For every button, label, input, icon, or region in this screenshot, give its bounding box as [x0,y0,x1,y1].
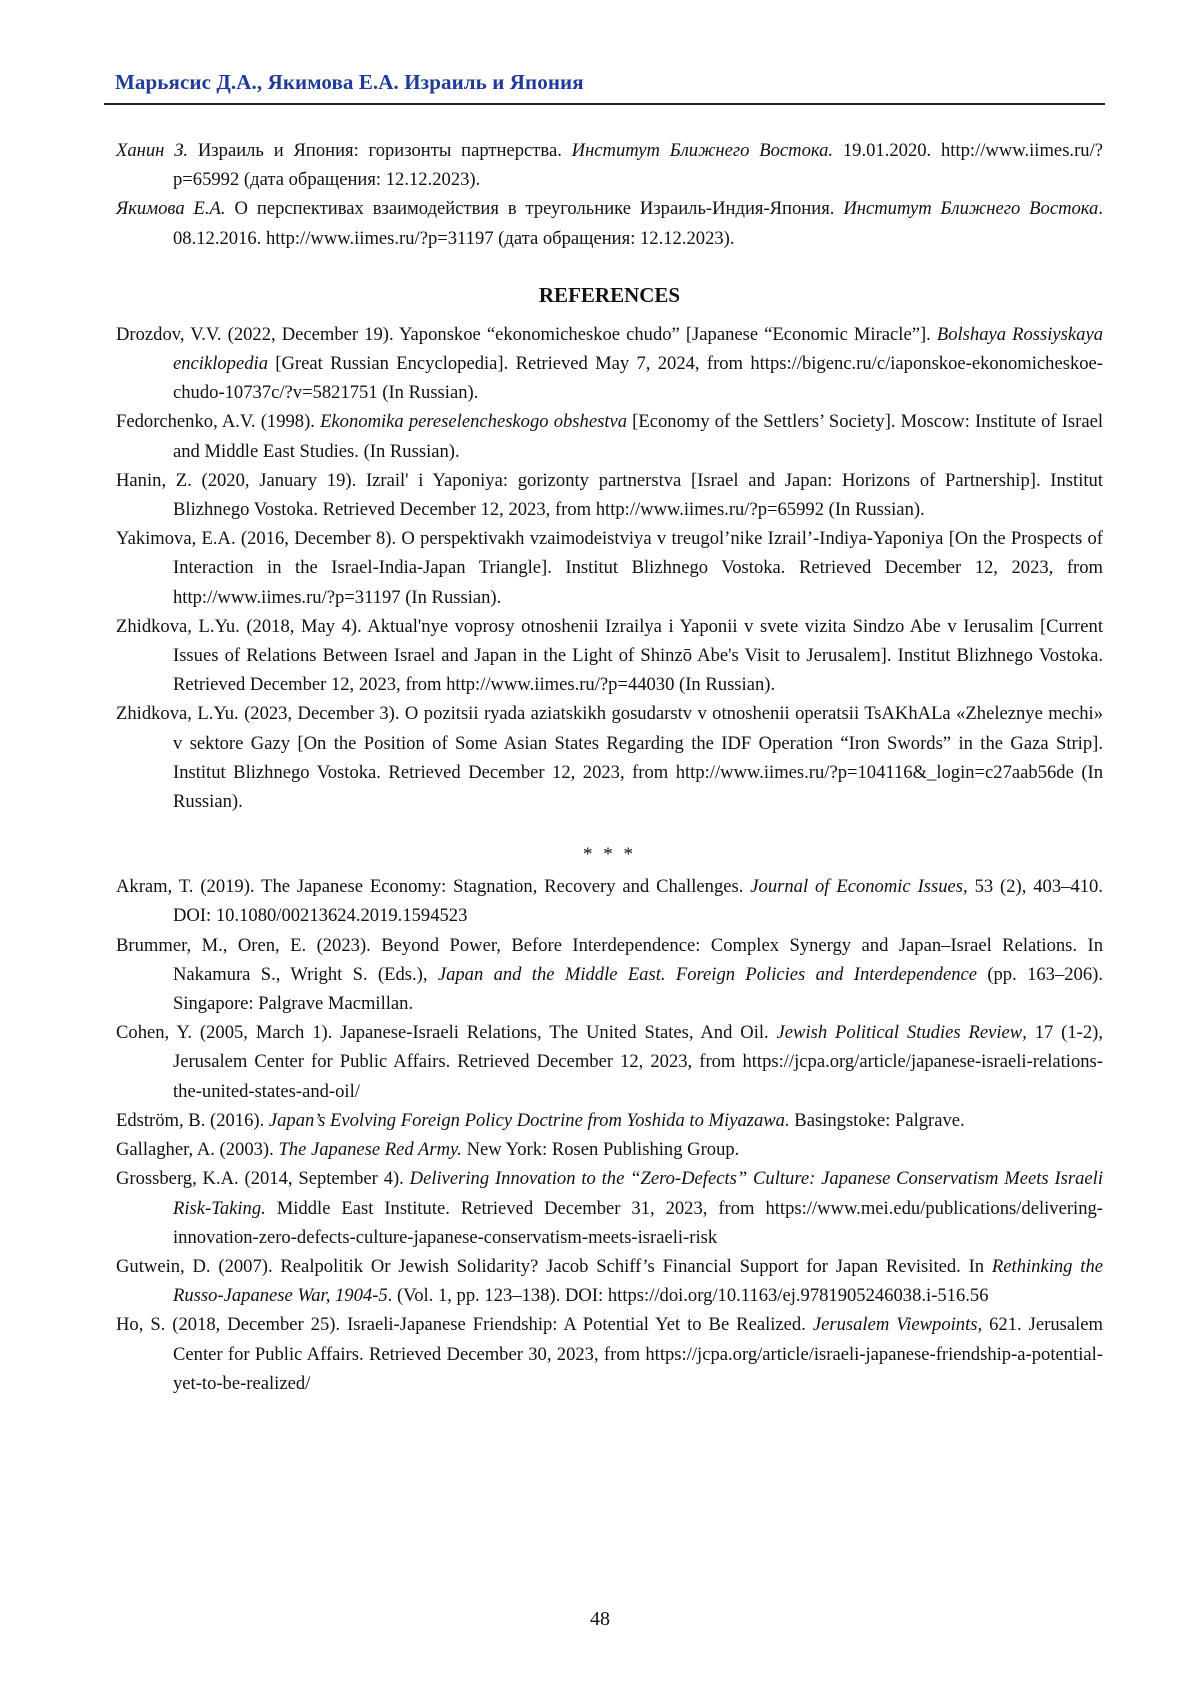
header-divider [104,103,1105,105]
reference-text-segment: Grossberg, K.A. (2014, September 4). [116,1168,410,1190]
reference-text-segment: Akram, T. (2019). The Japanese Economy: Stagnation, Recovery and Challenges. [116,876,751,898]
references-list [116,320,1103,816]
reference-entry [116,1018,1103,1106]
reference-italic-segment: Bolshaya Rossiyskaya enciklopedia [173,323,1103,375]
english-references-list [116,872,1103,1398]
reference-entry [116,872,1103,930]
reference-text-segment: Ho, S. (2018, December 25). Israeli-Japanese Friendship: A Potential Yet to Be Realized. [116,1314,813,1336]
reference-text-segment: , 621. Jerusalem Center for Public Affairs. Retrieved December 30, 2023, from https://jcpa.org/article/israeli-japanese-friendship-a-potential-yet-to-be-realized/ [173,1314,1103,1394]
reference-italic-segment: Japan’s Evolving Foreign Policy Doctrine from Yoshida to Miyazawa. [268,1109,790,1131]
page-content [116,136,1103,1398]
reference-text-segment: Middle East Institute. Retrieved December 31, 2023, from https://www.mei.edu/publications/delivering-innovation-zero-defects-culture-japanese-conservatism-meets-israeli-risk [173,1197,1103,1248]
reference-italic-segment: Japan and the Middle East. Foreign Policies and Interdependence [437,963,977,985]
reference-text-segment: Brummer, M., Oren, E. (2023). Beyond Power, Before Interdependence: Complex Synergy and Japan–Israel Relations. In Nakamura S., Wright S. (Eds.), [116,934,1103,985]
reference-text-segment: (pp. 163–206). Singapore: Palgrave Macmillan. [173,963,1103,1015]
reference-text-segment: Hanin, Z. (2020, January 19). Izrail' i Yaponiya: gorizonty partnerstva [Israel and Japan: Horizons of Partnership]. Institut Blizhnego Vostoka. Retrieved December 12, 2023, from http://www.iimes.ru/?p=65992 (In Russian). [116,469,1103,521]
references-heading: REFERENCES [538,282,681,307]
reference-entry [116,1106,1103,1135]
reference-entry [116,407,1103,465]
reference-italic-segment: Delivering Innovation to the “Zero-Defects” Culture: Japanese Conservatism Meets Israeli Risk-Taking. [173,1168,1103,1219]
reference-entry [116,931,1103,1019]
reference-text-segment: Cohen, Y. (2005, March 1). Japanese-Israeli Relations, The United States, And Oil. [116,1022,777,1044]
reference-entry [116,194,1103,252]
reference-text-segment: [Great Russian Encyclopedia]. Retrieved May 7, 2024, from https://bigenc.ru/c/iaponskoe-ekonomicheskoe-chudo-10737c/?v=5821751 (In Russian). [173,353,1103,404]
reference-text-segment: . (Vol. 1, pp. 123–138). DOI: https://doi.org/10.1163/ej.9781905246038.i-516.56 [387,1285,989,1307]
reference-entry [116,466,1103,524]
reference-text-segment: New York: Rosen Publishing Group. [461,1139,740,1161]
reference-entry [116,1252,1103,1310]
page-number: 48 [590,1608,610,1630]
reference-text-segment: Yakimova, E.A. (2016, December 8). O perspektivakh vzaimodeistviya v treugol’nike Izrail’-Indiya-Yaponiya [On the Prospects of Interaction in the Israel-India-Japan Triangle]. Institut Blizhnego Vostoka. Retrieved December 12, 2023, from http://www.iimes.ru/?p=31197 (In Russian). [116,528,1103,608]
reference-text-segment: . 08.12.2016. http://www.iimes.ru/?p=31197 (дата обращения: 12.12.2023). [173,198,1103,249]
reference-text-segment: Zhidkova, L.Yu. (2023, December 3). O pozitsii ryada aziatskikh gosudarstv v otnoshenii operatsii TsAKhALa «Zheleznye mechi» v sektore Gazy [On the Position of Some Asian States Regarding the IDF Operation “Iron Swords” in the Gaza Strip]. Institut Blizhnego Vostoka. Retrieved December 12, 2023, from http://www.iimes.ru/?p=104116&_login=c27aab56de (In Russian). [116,703,1103,813]
reference-text-segment: , 17 (1-2), Jerusalem Center for Public Affairs. Retrieved December 12, 2023, from https://jcpa.org/article/japanese-israeli-relations-the-united-states-and-oil/ [173,1022,1103,1102]
reference-text-segment: Basingstoke: Palgrave. [789,1109,965,1131]
reference-entry [116,1135,1103,1164]
section-separator: * * * [583,844,636,866]
reference-italic-segment: Jewish Political Studies Review [776,1022,1023,1044]
reference-italic-segment: Ekonomika pereselencheskogo obshestva [320,411,628,433]
reference-italic-segment: Ханин З. [116,140,189,161]
reference-italic-segment: Институт Ближнего Востока. [571,140,834,161]
reference-entry [116,612,1103,700]
reference-text-segment: Израиль и Япония: горизонты партнерства. [188,140,572,161]
reference-text-segment: О перспективах взаимодействия в треугольнике Израиль-Индия-Япония. [225,198,844,220]
reference-italic-segment: Институт Ближнего Востока [843,198,1099,220]
reference-entry [116,136,1103,194]
russian-bibliography-list [116,136,1103,253]
running-header-title: Марьясис Д.А., Якимова Е.А. Израиль и Япония [115,70,584,94]
reference-italic-segment: Jerusalem Viewpoints [812,1314,978,1336]
reference-entry [116,320,1103,408]
reference-text-segment: 19.01.2020. http://www.iimes.ru/?p=65992 (дата обращения: 12.12.2023). [173,140,1103,191]
reference-entry [116,1310,1103,1398]
reference-text-segment: Gutwein, D. (2007). Realpolitik Or Jewish Solidarity? Jacob Schiff’s Financial Support for Japan Revisited. In [116,1255,992,1277]
reference-text-segment: , 53 (2), 403–410. DOI: 10.1080/00213624.2019.1594523 [173,876,1103,927]
reference-text-segment: Drozdov, V.V. (2022, December 19). Yaponskoe “ekonomicheskoe chudo” [Japanese “Economic Miracle”]. [116,323,937,345]
reference-text-segment: [Economy of the Settlers’ Society]. Moscow: Institute of Israel and Middle East Studies. (In Russian). [173,411,1103,462]
reference-entry [116,1164,1103,1252]
reference-italic-segment: Якимова Е.А. [116,198,226,220]
reference-text-segment: Edström, B. (2016). [116,1109,269,1131]
reference-text-segment: Fedorchenko, A.V. (1998). [116,411,321,433]
reference-italic-segment: Journal of Economic Issues [750,876,964,898]
reference-entry [116,524,1103,612]
reference-italic-segment: The Japanese Red Army. [278,1139,462,1161]
reference-text-segment: Zhidkova, L.Yu. (2018, May 4). Aktual'nye voprosy otnoshenii Izrailya i Yaponii v svete vizita Sindzo Abe v Ierusalim [Current Issues of Relations Between Israel and Japan in the Light of Shinzō Abe's Visit to Jerusalem]. Institut Blizhnego Vostoka. Retrieved December 12, 2023, from http://www.iimes.ru/?p=44030 (In Russian). [116,615,1103,696]
reference-text-segment: Gallagher, A. (2003). [116,1139,279,1161]
reference-entry [116,699,1103,816]
reference-italic-segment: Rethinking the Russo-Japanese War, 1904-5 [173,1255,1103,1307]
